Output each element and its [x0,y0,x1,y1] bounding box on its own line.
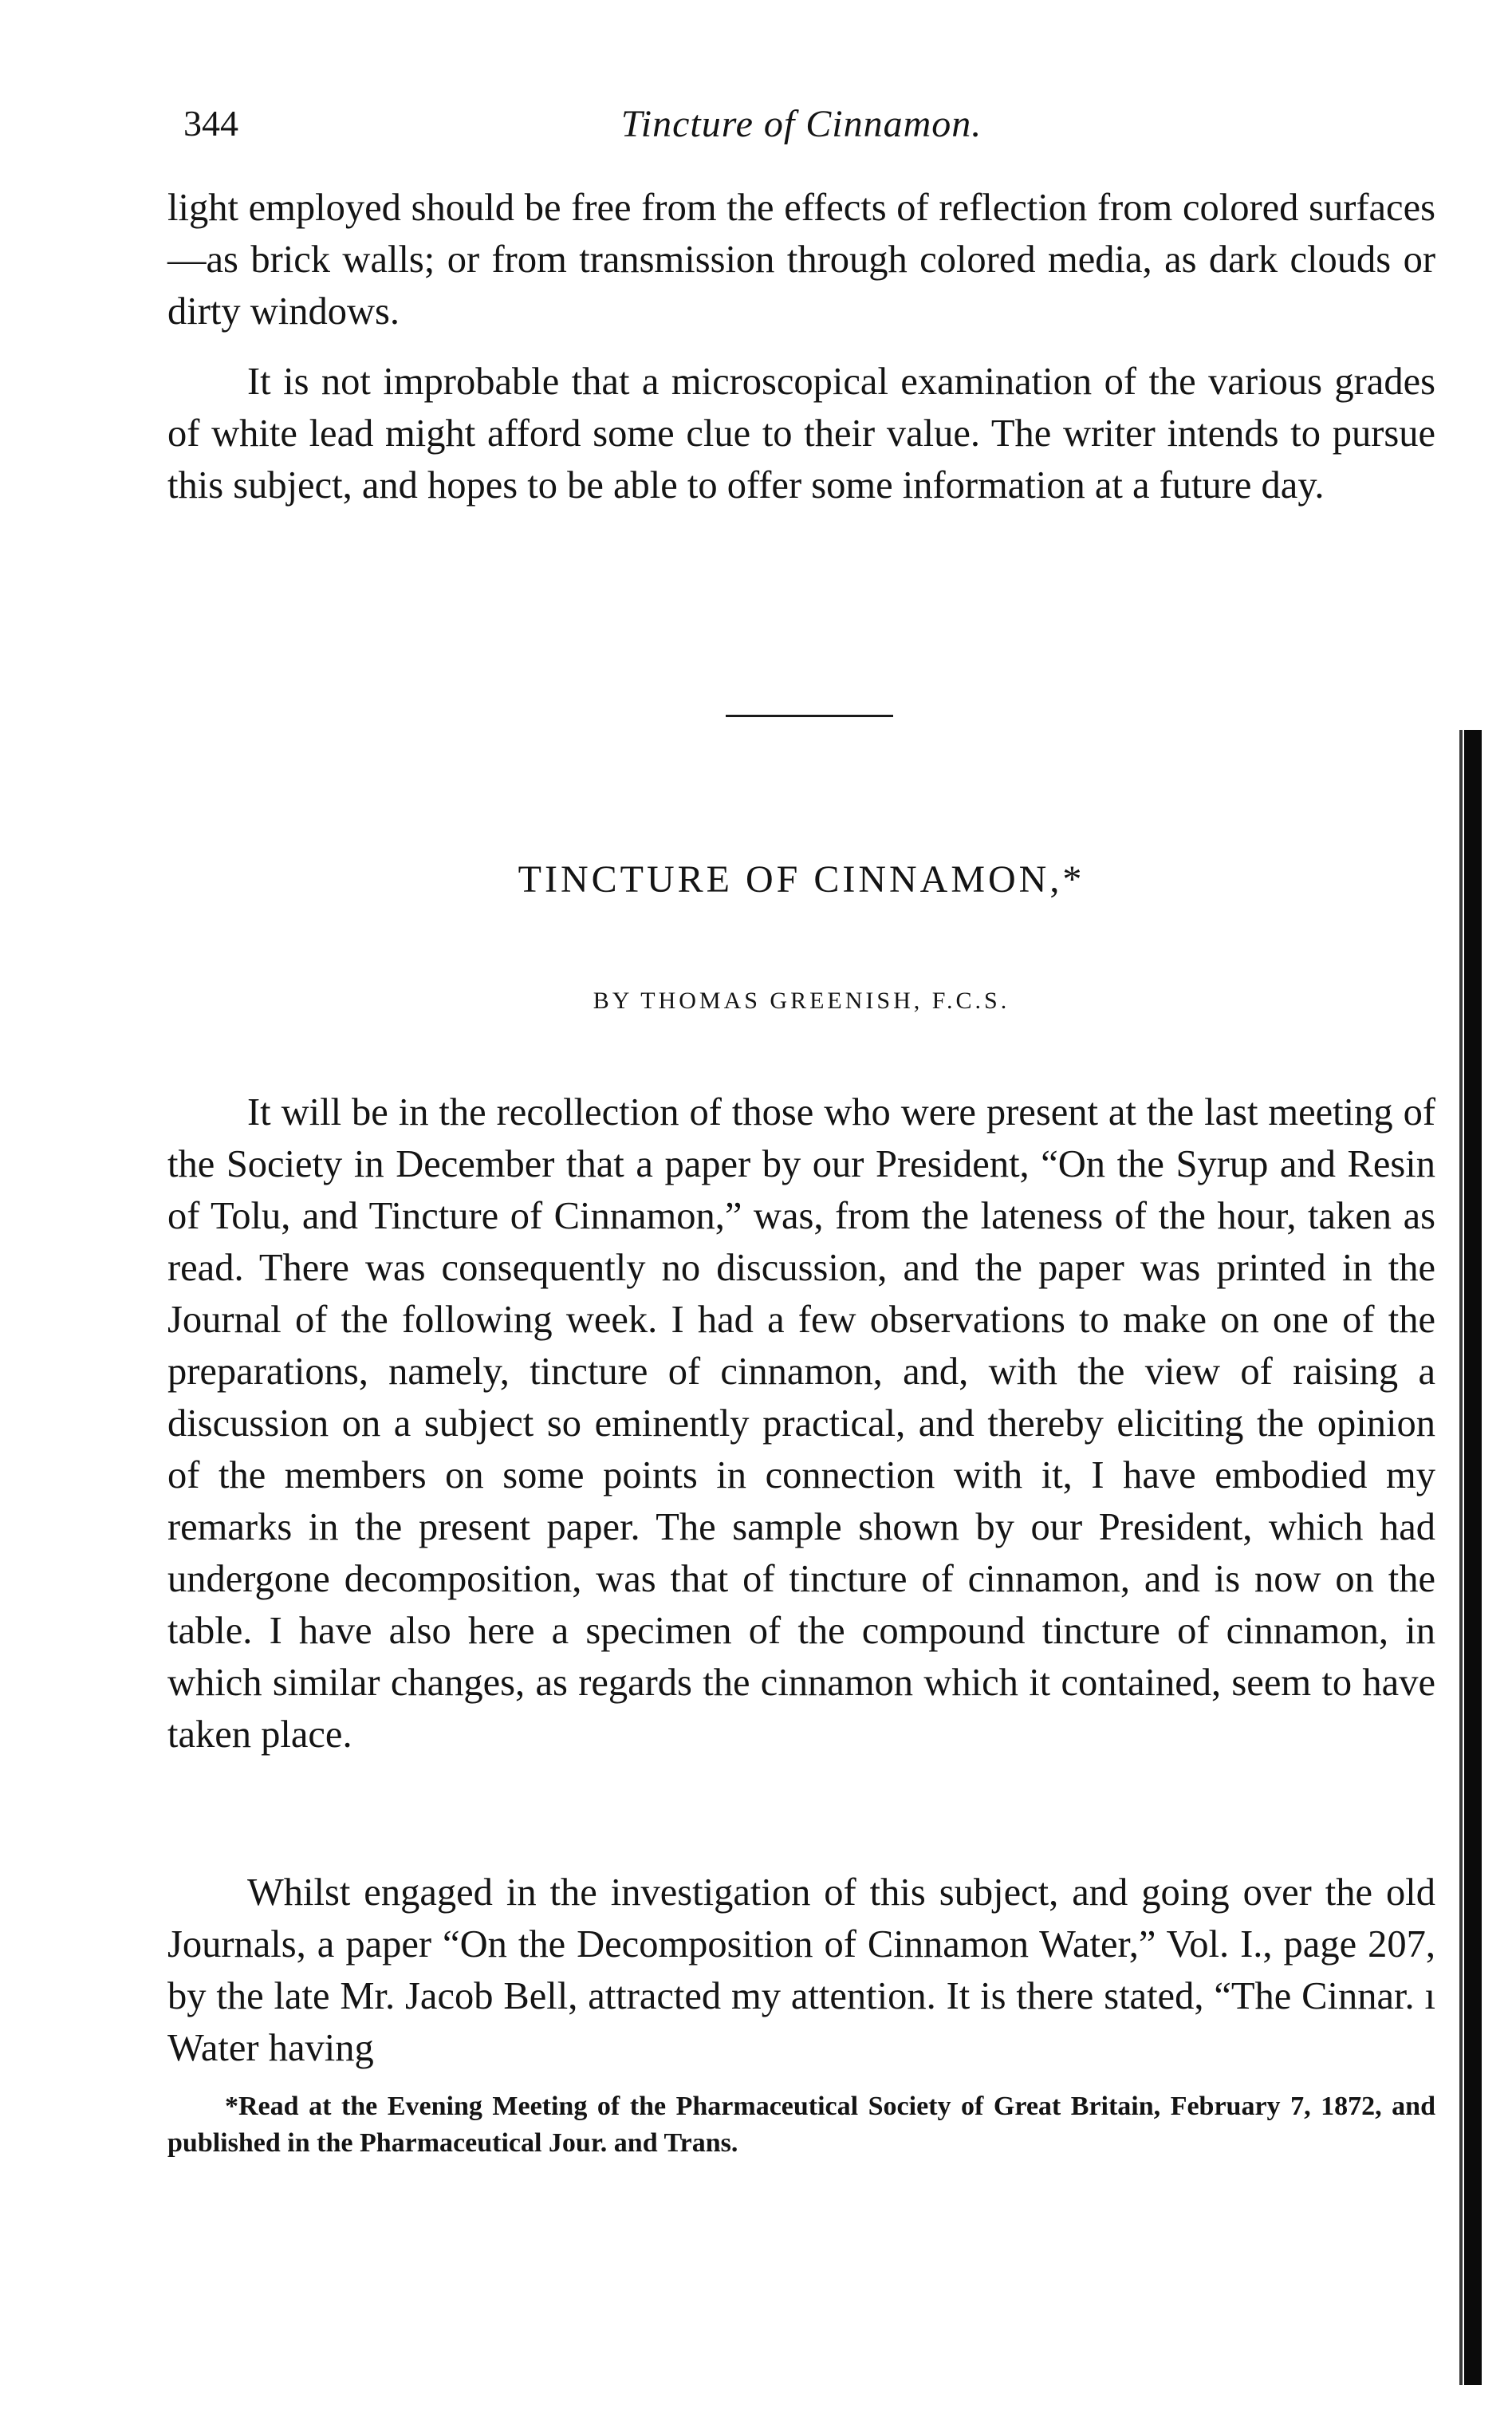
body-paragraph [167,356,1435,511]
body-paragraph [167,182,1435,337]
paragraph-text: It will be in the recollection of those who were present at the last meeting of the Society in December that a paper by our President, “On the Syrup and Resin of Tolu, and Tincture of Cinnamon,” was, from the lateness of the hour, taken as read. There was consequently no discussion, and the paper was printed in the Journal of the following week. I had a few observations to make on one of the preparations, namely, tincture of cinnamon, and, with the view of raising a discussion on a subject so eminently practical, and thereby eliciting the opinion of the members on some points in connection with it, I have embodied my remarks in the present paper. The sample shown by our President, which had undergone decomposition, was that of tincture of cinnamon, and is now on the table. I have also here a specimen of the compound tincture of cinnamon, in which similar changes, as regards the cinnamon which it contained, seem to have taken place. [167,1091,1435,1756]
body-paragraph [167,1867,1435,2074]
paragraph-text: It is not improbable that a microscopical examination of the various grades of white lead might afford some clue to their value. The writer intends to pursue this subject, and hopes to be able to offer some information at a future day. [167,361,1435,507]
paragraph-text: Whilst engaged in the investigation of this subject, and going over the old Journals, a paper “On the Decomposition of Cinnamon Water,” Vol. I., page 207, by the late Mr. Jacob Bell, attracted my attention. It is there stated, “The Cinnar. ı Water having [167,1871,1435,2069]
scan-edge-shadow [1459,730,1463,2385]
scan-binding-bar [1464,730,1482,2385]
section-divider [726,715,893,717]
article-title: TINCTURE OF CINNAMON,* [518,858,1085,901]
body-paragraph [167,1086,1435,1761]
page-header [167,102,1435,150]
footnote: *Read at the Evening Meeting of the Pharmaceutical Society of Great Britain, February 7, 1872, and published in the Pharmaceutical Jour. and Trans. [167,2092,1435,2158]
page-number: 344 [183,103,238,144]
running-head: Tincture of Cinnamon. [620,103,982,145]
paragraph-text: light employed should be free from the effects of reflection from colored surfaces—as brick walls; or from transmission through colored media, as dark clouds or dirty windows. [167,187,1435,333]
article-byline: BY THOMAS GREENISH, F.C.S. [593,988,1010,1014]
